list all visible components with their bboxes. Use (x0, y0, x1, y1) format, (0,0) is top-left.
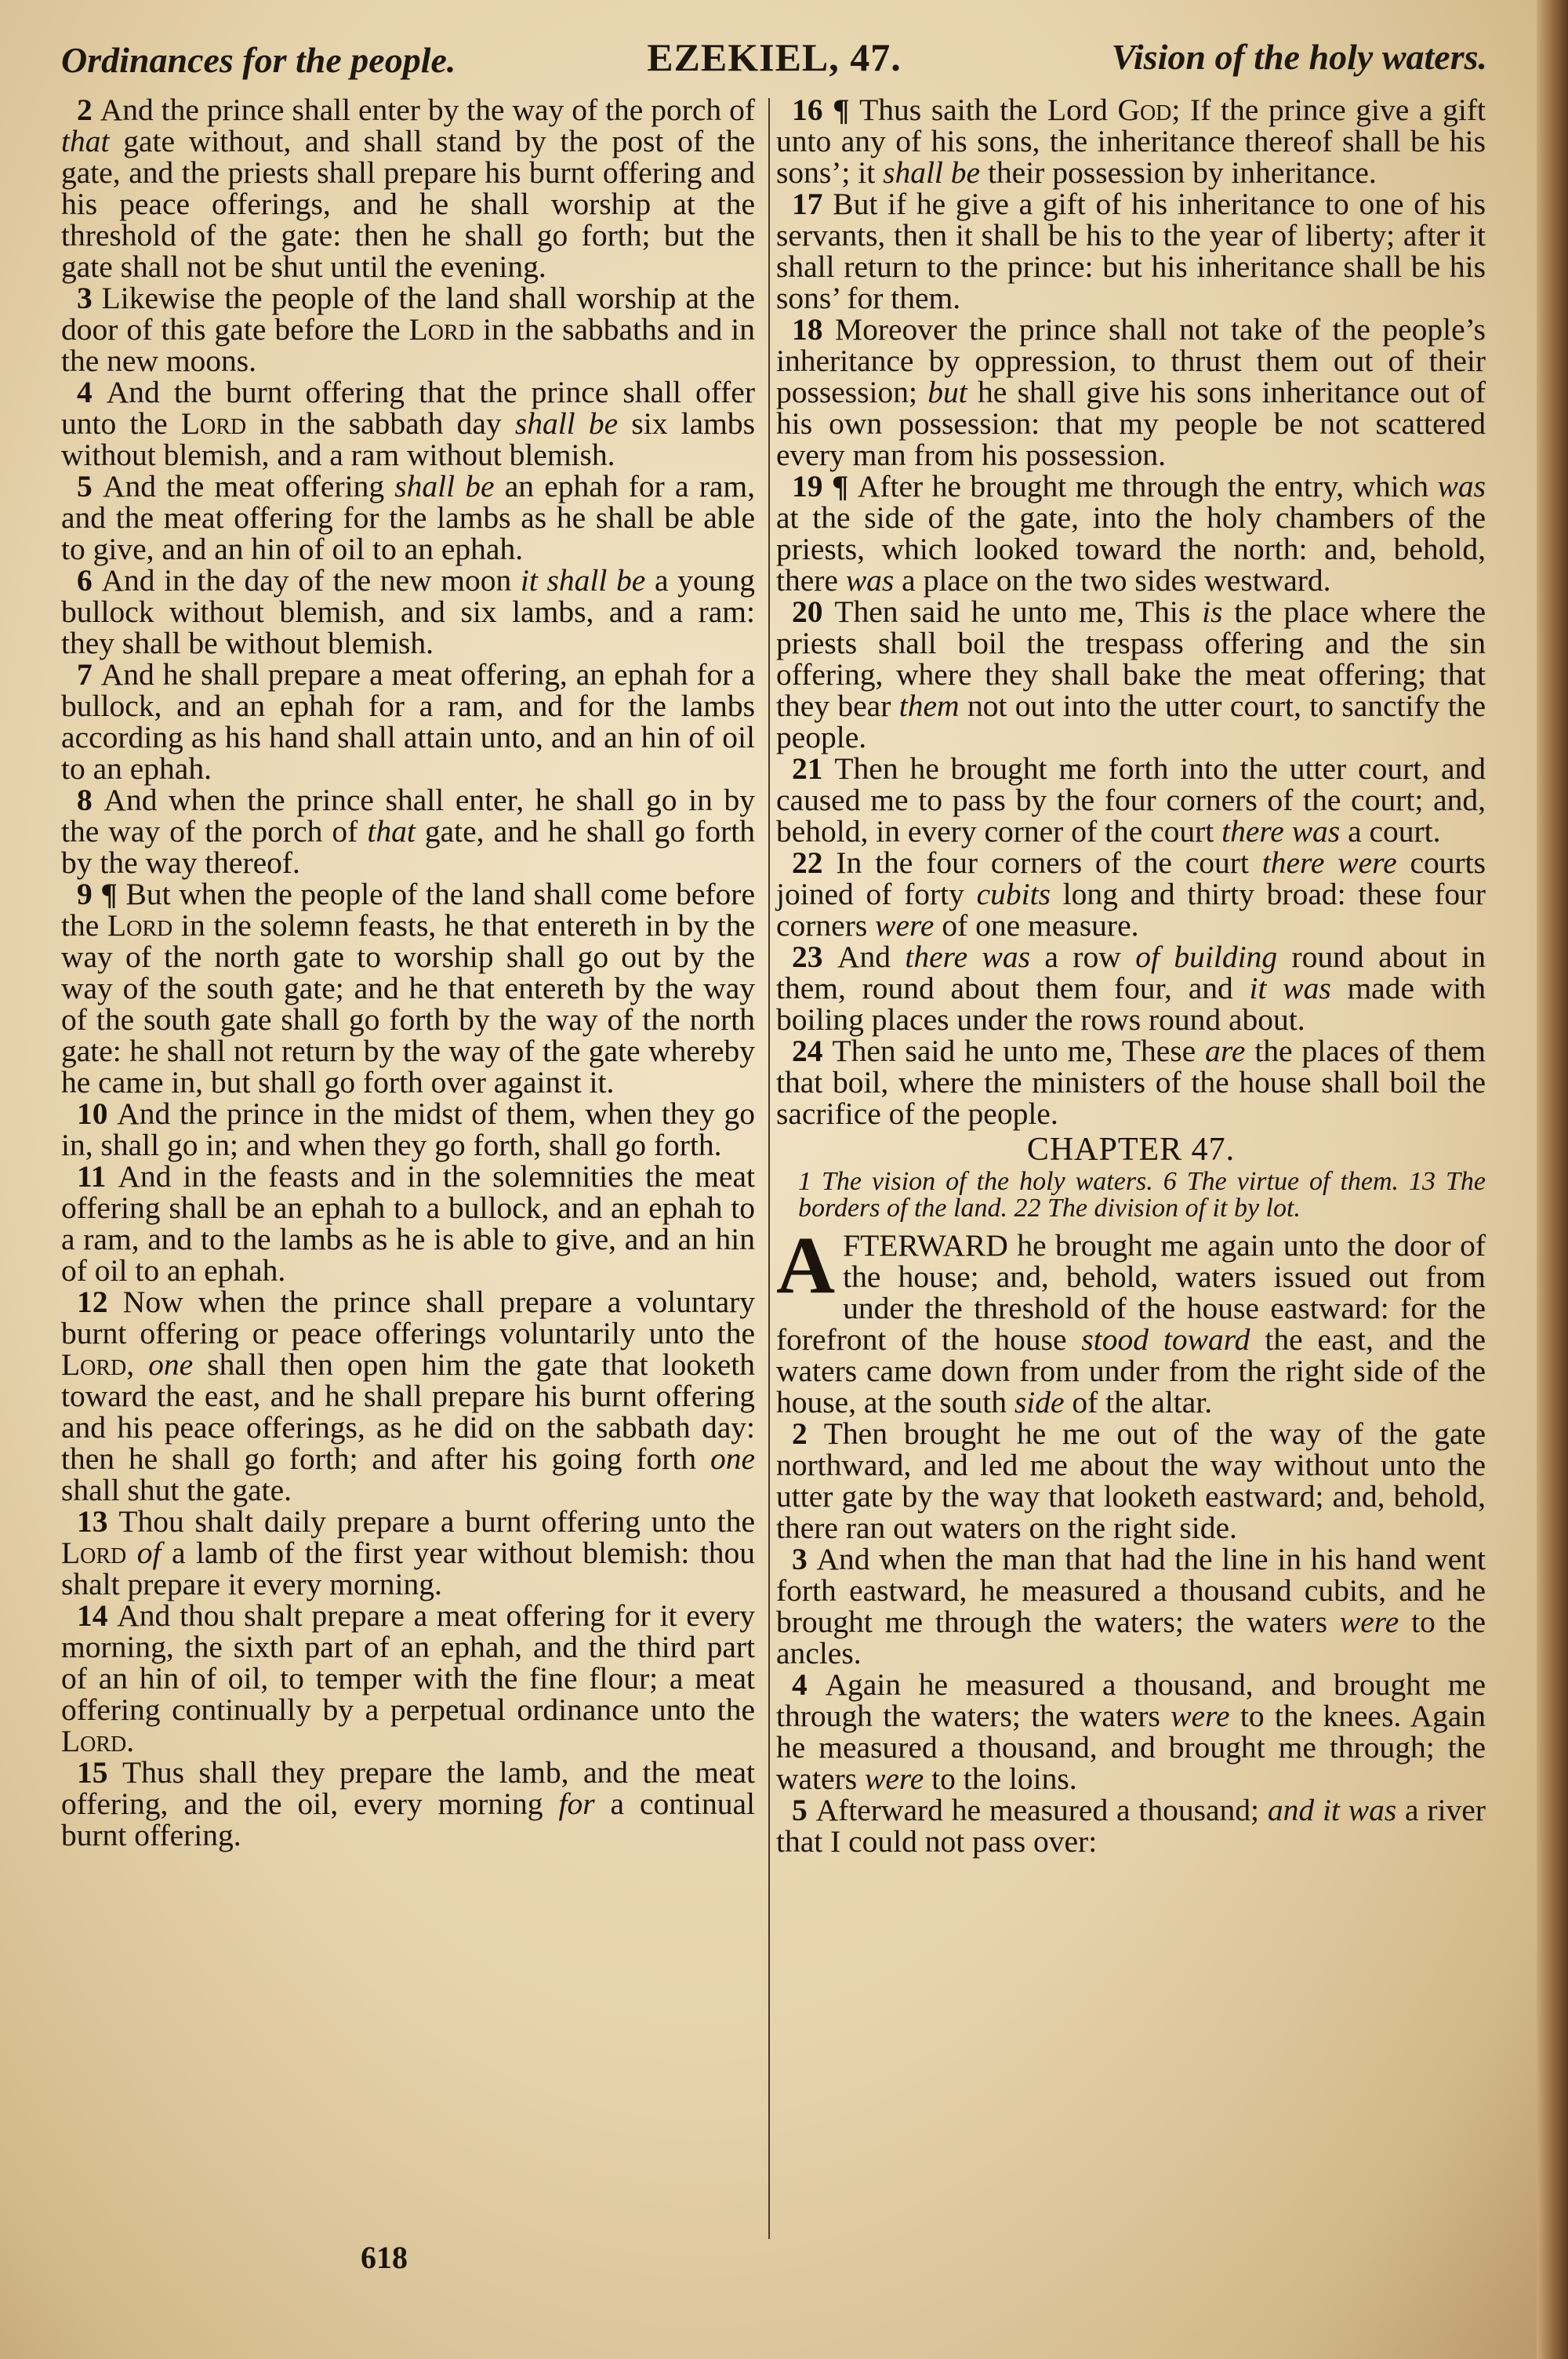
verse (776, 847, 1486, 941)
running-header (55, 31, 1494, 86)
verse-number: 14 (77, 1598, 118, 1633)
verse-number: 13 (77, 1504, 119, 1539)
verse-text: Then he brought me forth into the utter court, and caused me to pass by the four corners of the court; and, behold, in every corner of the court there was a court. (776, 751, 1486, 849)
verse-text: After he brought me through the entry, which was at the side of the gate, into the holy chambers of the priests, which looked toward the north: and, behold, there was a place on the two sides westward. (776, 469, 1486, 598)
verse (776, 1418, 1486, 1543)
verse (776, 941, 1486, 1035)
verse-number: 11 (77, 1159, 118, 1194)
verse-number: 6 (77, 563, 102, 598)
verse-text: And thou shalt prepare a meat offering for it every morning, the sixth part of an ephah, and the third part of an hin of oil, to temper with the fine flour; a meat offering continually by a perpetual ordinance unto the Lord. (61, 1598, 756, 1758)
verse-number: 24 (792, 1034, 833, 1068)
verse (61, 1098, 755, 1161)
column-divider (768, 98, 770, 2239)
verse-text: And when the prince shall enter, he shall go in by the way of the porch of that gate, and he shall go forth by the way thereof. (61, 783, 756, 880)
verse (776, 1220, 1486, 1419)
verse (61, 1161, 755, 1286)
verse-number: 3 (77, 281, 102, 315)
verse-number: 10 (77, 1096, 118, 1131)
verse (61, 878, 755, 1098)
book-spine-edge (1537, 0, 1568, 2359)
right-column (776, 94, 1486, 1857)
verse (776, 314, 1486, 471)
left-column (61, 94, 755, 1851)
verse-text: And in the feasts and in the solemnities the meat offering shall be an ephah to a bullock, and an ephah to a ram, and to the lambs as he is able to give, and an hin of oil to an ephah. (61, 1159, 756, 1288)
verse-text: Thus shall they prepare the lamb, and the meat offering, and the oil, every morning for a continual burnt offering. (61, 1755, 755, 1852)
verse-number: 3 (792, 1542, 817, 1576)
verse-number: 12 (77, 1285, 123, 1319)
verse (61, 1286, 755, 1506)
verse-text: And the meat offering shall be an ephah for a ram, and the meat offering for the lambs as he shall be able to give, and an hin of oil to an ephah. (61, 469, 755, 566)
verse-text: And he shall prepare a meat offering, an ephah for a bullock, and an ephah for a ram, and for the lambs according as his hand shall attain unto, and an hin of oil to an ephah. (61, 657, 755, 786)
chapter-summary: 1 The vision of the holy waters. 6 The virtue of them. 13 The borders of the land. 22 The division of it by lot. (798, 1167, 1486, 1223)
verse (61, 94, 755, 282)
verse-number: 2 (77, 93, 100, 127)
verse (776, 753, 1486, 847)
verse-number: 4 (77, 375, 107, 409)
verse-text: And the prince in the midst of them, when they go in, shall go in; and when they go forth, shall go forth. (61, 1096, 756, 1162)
verse-number: 16 ¶ (792, 93, 860, 127)
verse (61, 1600, 755, 1757)
verse-number: 22 (792, 845, 837, 880)
verse-text: Again he measured a thousand, and brought me through the waters; the waters were to the knees. Again he measured a thousand, and brought me through; the waters were to the loins. (776, 1667, 1486, 1796)
chapter-heading: CHAPTER 47. (1026, 1132, 1236, 1168)
verse-text: Thus saith the Lord God; If the prince give a gift unto any of his sons, the inheritance thereof shall be his sons’; it shall be their possession by inheritance. (776, 93, 1486, 190)
verse-number: 15 (77, 1755, 122, 1790)
header-book-chapter: EZEKIEL, 47. (647, 35, 902, 79)
verse-text: And when the man that had the line in his hand went forth eastward, he measured a thousand cubits, and he brought me through the waters; the waters were to the ancles. (776, 1542, 1486, 1670)
verse-text: Now when the prince shall prepare a voluntary burnt offering or peace offerings voluntarily unto the Lord, one shall then open him the gate that looketh toward the east, and he shall prepare his burnt offering and his peace offerings, as he did on the sabbath day: then he shall go forth; and after his going forth one shall shut the gate. (61, 1285, 756, 1507)
verse (61, 1506, 755, 1600)
verse-number: 8 (77, 783, 104, 817)
verse-text: Thou shalt daily prepare a burnt offering unto the Lord of a lamb of the first year without blemish: thou shalt prepare it every morning. (61, 1504, 756, 1601)
verse (61, 1757, 755, 1851)
verse-number: 23 (792, 940, 837, 974)
verse (61, 471, 755, 565)
verse (61, 376, 755, 471)
verse (61, 659, 755, 784)
verse-text: And the prince shall enter by the way of the porch of that gate without, and shall stand by the post of the gate, and the priests shall prepare his burnt offering and his peace offerings, and he shall worship at the threshold of the gate: then he shall go forth; but the gate shall not be shut until the evening. (61, 93, 755, 284)
verse-text: And there was a row of building round about in them, round about them four, and it was made with boiling places under the rows round about. (776, 940, 1486, 1037)
verse (776, 1035, 1486, 1129)
verse-text: But when the people of the land shall come before the Lord in the solemn feasts, he that entereth in by the way of the north gate to worship shall go out by the way of the south gate; and he that entereth by the way of the south gate shall go forth by the way of the north gate: he shall not return by the way of the gate whereby he came in, but shall go forth over against it. (61, 877, 755, 1100)
verse (61, 282, 755, 376)
verse-number: 2 (792, 1416, 824, 1451)
verse (776, 471, 1486, 596)
verse-number: 9 ¶ (77, 877, 126, 911)
verse-number: 19 ¶ (792, 469, 858, 503)
verse-text: But if he give a gift of his inheritance to one of his servants, then it shall be his to the year of liberty; after it shall return to the prince: but his inheritance shall be his sons’ for them. (776, 187, 1486, 315)
verse (61, 784, 755, 878)
verse (776, 1669, 1486, 1794)
verse-number: 5 (77, 469, 103, 503)
verse-number: 21 (792, 751, 835, 786)
verse (61, 565, 755, 659)
page-number: 618 (361, 2240, 408, 2275)
header-left: Ordinances for the people. (61, 40, 456, 80)
verse-number: 5 (792, 1793, 816, 1827)
verse-text: Moreover the prince shall not take of the people’s inheritance by oppression, to thrust them out of their possession; but he shall give his sons inheritance out of his own possession: that my people be not scattered every man from his possession. (776, 312, 1486, 472)
verse (776, 94, 1486, 188)
verse-text: Likewise the people of the land shall worship at the door of this gate before the Lord in the sabbaths and in the new moons. (61, 281, 756, 378)
verse-text: And in the day of the new moon it shall be a young bullock without blemish, and six lambs, and a ram: they shall be without blemish. (61, 563, 755, 660)
verse-number: 17 (792, 187, 833, 221)
verse-number: 18 (792, 312, 835, 347)
verse (776, 188, 1486, 314)
verse-text: In the four corners of the court there were courts joined of forty cubits long and thirty broad: these four corners were of one measure. (776, 845, 1486, 943)
verse (776, 596, 1486, 753)
verse (776, 1794, 1486, 1857)
verse-text: Afterward he measured a thousand; and it was a river that I could not pass over: (776, 1793, 1486, 1859)
verses-chapter-47 (776, 1220, 1486, 1859)
verse-text: Then said he unto me, These are the places of them that boil, where the ministers of the house shall boil the sacrifice of the people. (776, 1034, 1486, 1131)
verse-text: Then brought he me out of the way of the gate northward, and led me about the way without unto the utter gate by the way that looketh eastward; and, behold, there ran out waters on the right side. (776, 1416, 1486, 1545)
verse (776, 1543, 1486, 1669)
header-right: Vision of the holy waters. (1111, 37, 1487, 77)
verses-chapter-46-end (776, 94, 1486, 1129)
verse-text: Then said he unto me, This is the place where the priests shall boil the trespass offering and the sin offering, where they shall bake the meat offering; that they bear them not out into the utter court, to sanctify the people. (776, 594, 1486, 754)
verse-number: 7 (77, 657, 101, 692)
verse-number: 4 (792, 1667, 826, 1702)
verse-text: And the burnt offering that the prince shall offer unto the Lord in the sabbath day shall be six lambs without blemish, and a ram without blemish. (61, 375, 755, 472)
verse-number: 20 (792, 594, 835, 629)
verse-text: AFTERWARD he brought me again unto the door of the house; and, behold, waters issued out from under the threshold of the house eastward: for the forefront of the house stood toward the east, and the waters came down from under from the right side of the house, at the south side of the altar. (776, 1220, 1486, 1419)
